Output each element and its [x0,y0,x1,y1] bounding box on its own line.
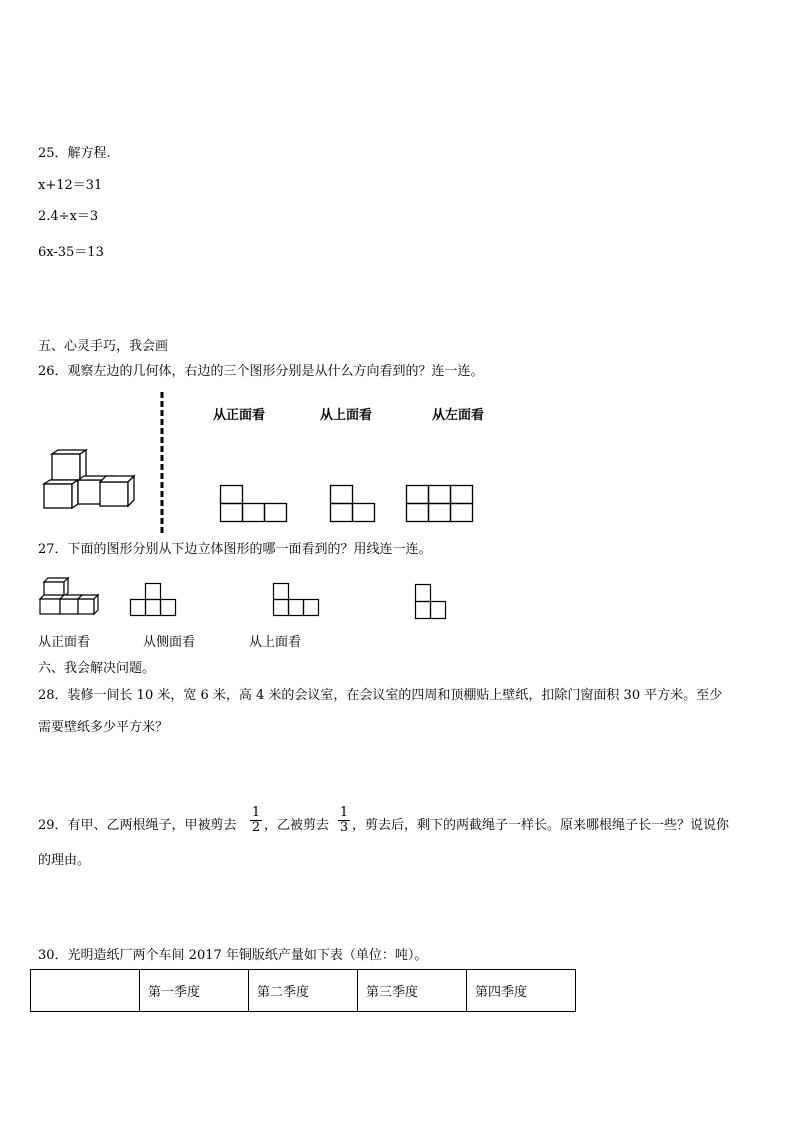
q25-equation-3: 6x-35＝13 [38,245,104,260]
q29-part-2: ，乙被剪去 [264,818,330,833]
table-header-cell: 第四季度 [467,970,576,1012]
q27-view-shape-3 [415,584,447,620]
table-header-cell: 第一季度 [140,970,249,1012]
table-row [31,970,576,1012]
table-header-cell: 第三季度 [358,970,467,1012]
q27-label-front: 从正面看 [38,635,91,650]
q29-fraction-2 [338,806,350,835]
q27-solid-figure [38,578,100,616]
q26-view-shape-2 [330,485,376,523]
q25-equation-1: x+12＝31 [38,178,103,193]
q26-dashed-divider [160,392,164,534]
q29-part-1: 29．有甲、乙两根绳子，甲被剪去 [38,818,237,833]
q27-view-shape-1 [130,583,176,617]
q29-line-2: 的理由。 [38,853,91,868]
q27-title: 27．下面的图形分别从下边立体图形的哪一面看到的？用线连一连。 [38,542,432,557]
q29-fraction-2-denominator: 3 [339,820,349,835]
q25-title: 25．解方程. [38,146,111,161]
q27-view-shape-2 [273,583,319,617]
q25-equation-2: 2.4÷x＝3 [38,209,99,224]
q26-title: 26．观察左边的几何体，右边的三个图形分别是从什么方向看到的？连一连。 [38,364,484,379]
q29-fraction-1 [250,806,262,835]
q26-label-top: 从上面看 [320,408,373,423]
q27-label-side: 从侧面看 [143,635,196,650]
q29-fraction-2-numerator: 1 [339,805,349,820]
q27-label-top: 从上面看 [249,635,302,650]
q26-label-left: 从左面看 [432,408,485,423]
q26-view-shape-3 [406,485,474,523]
q30-title: 30．光明造纸厂两个车间 2017 年铜版纸产量如下表（单位：吨）。 [38,948,428,963]
table-header-cell: 第二季度 [249,970,358,1012]
q29-fraction-1-denominator: 2 [251,820,261,835]
q29-part-3: ，剪去后，剩下的两截绳子一样长。原来哪根绳子长一些？说说你 [352,818,730,833]
q28-line-2: 需要壁纸多少平方米？ [38,720,169,735]
q30-production-table [30,969,576,1012]
q26-label-front: 从正面看 [213,408,266,423]
section5-title: 五、心灵手巧，我会画 [38,339,169,354]
section6-title: 六、我会解决问题。 [38,661,156,676]
q26-solid-figure [40,450,140,510]
q26-view-shape-1 [220,485,288,523]
q29-fraction-1-numerator: 1 [251,805,261,820]
q28-line-1: 28．装修一间长 10 米，宽 6 米，高 4 米的会议室，在会议室的四周和顶棚贴上壁纸，扣除门窗面积 30 平方米。至少 [38,688,723,703]
table-header-cell [31,970,140,1012]
